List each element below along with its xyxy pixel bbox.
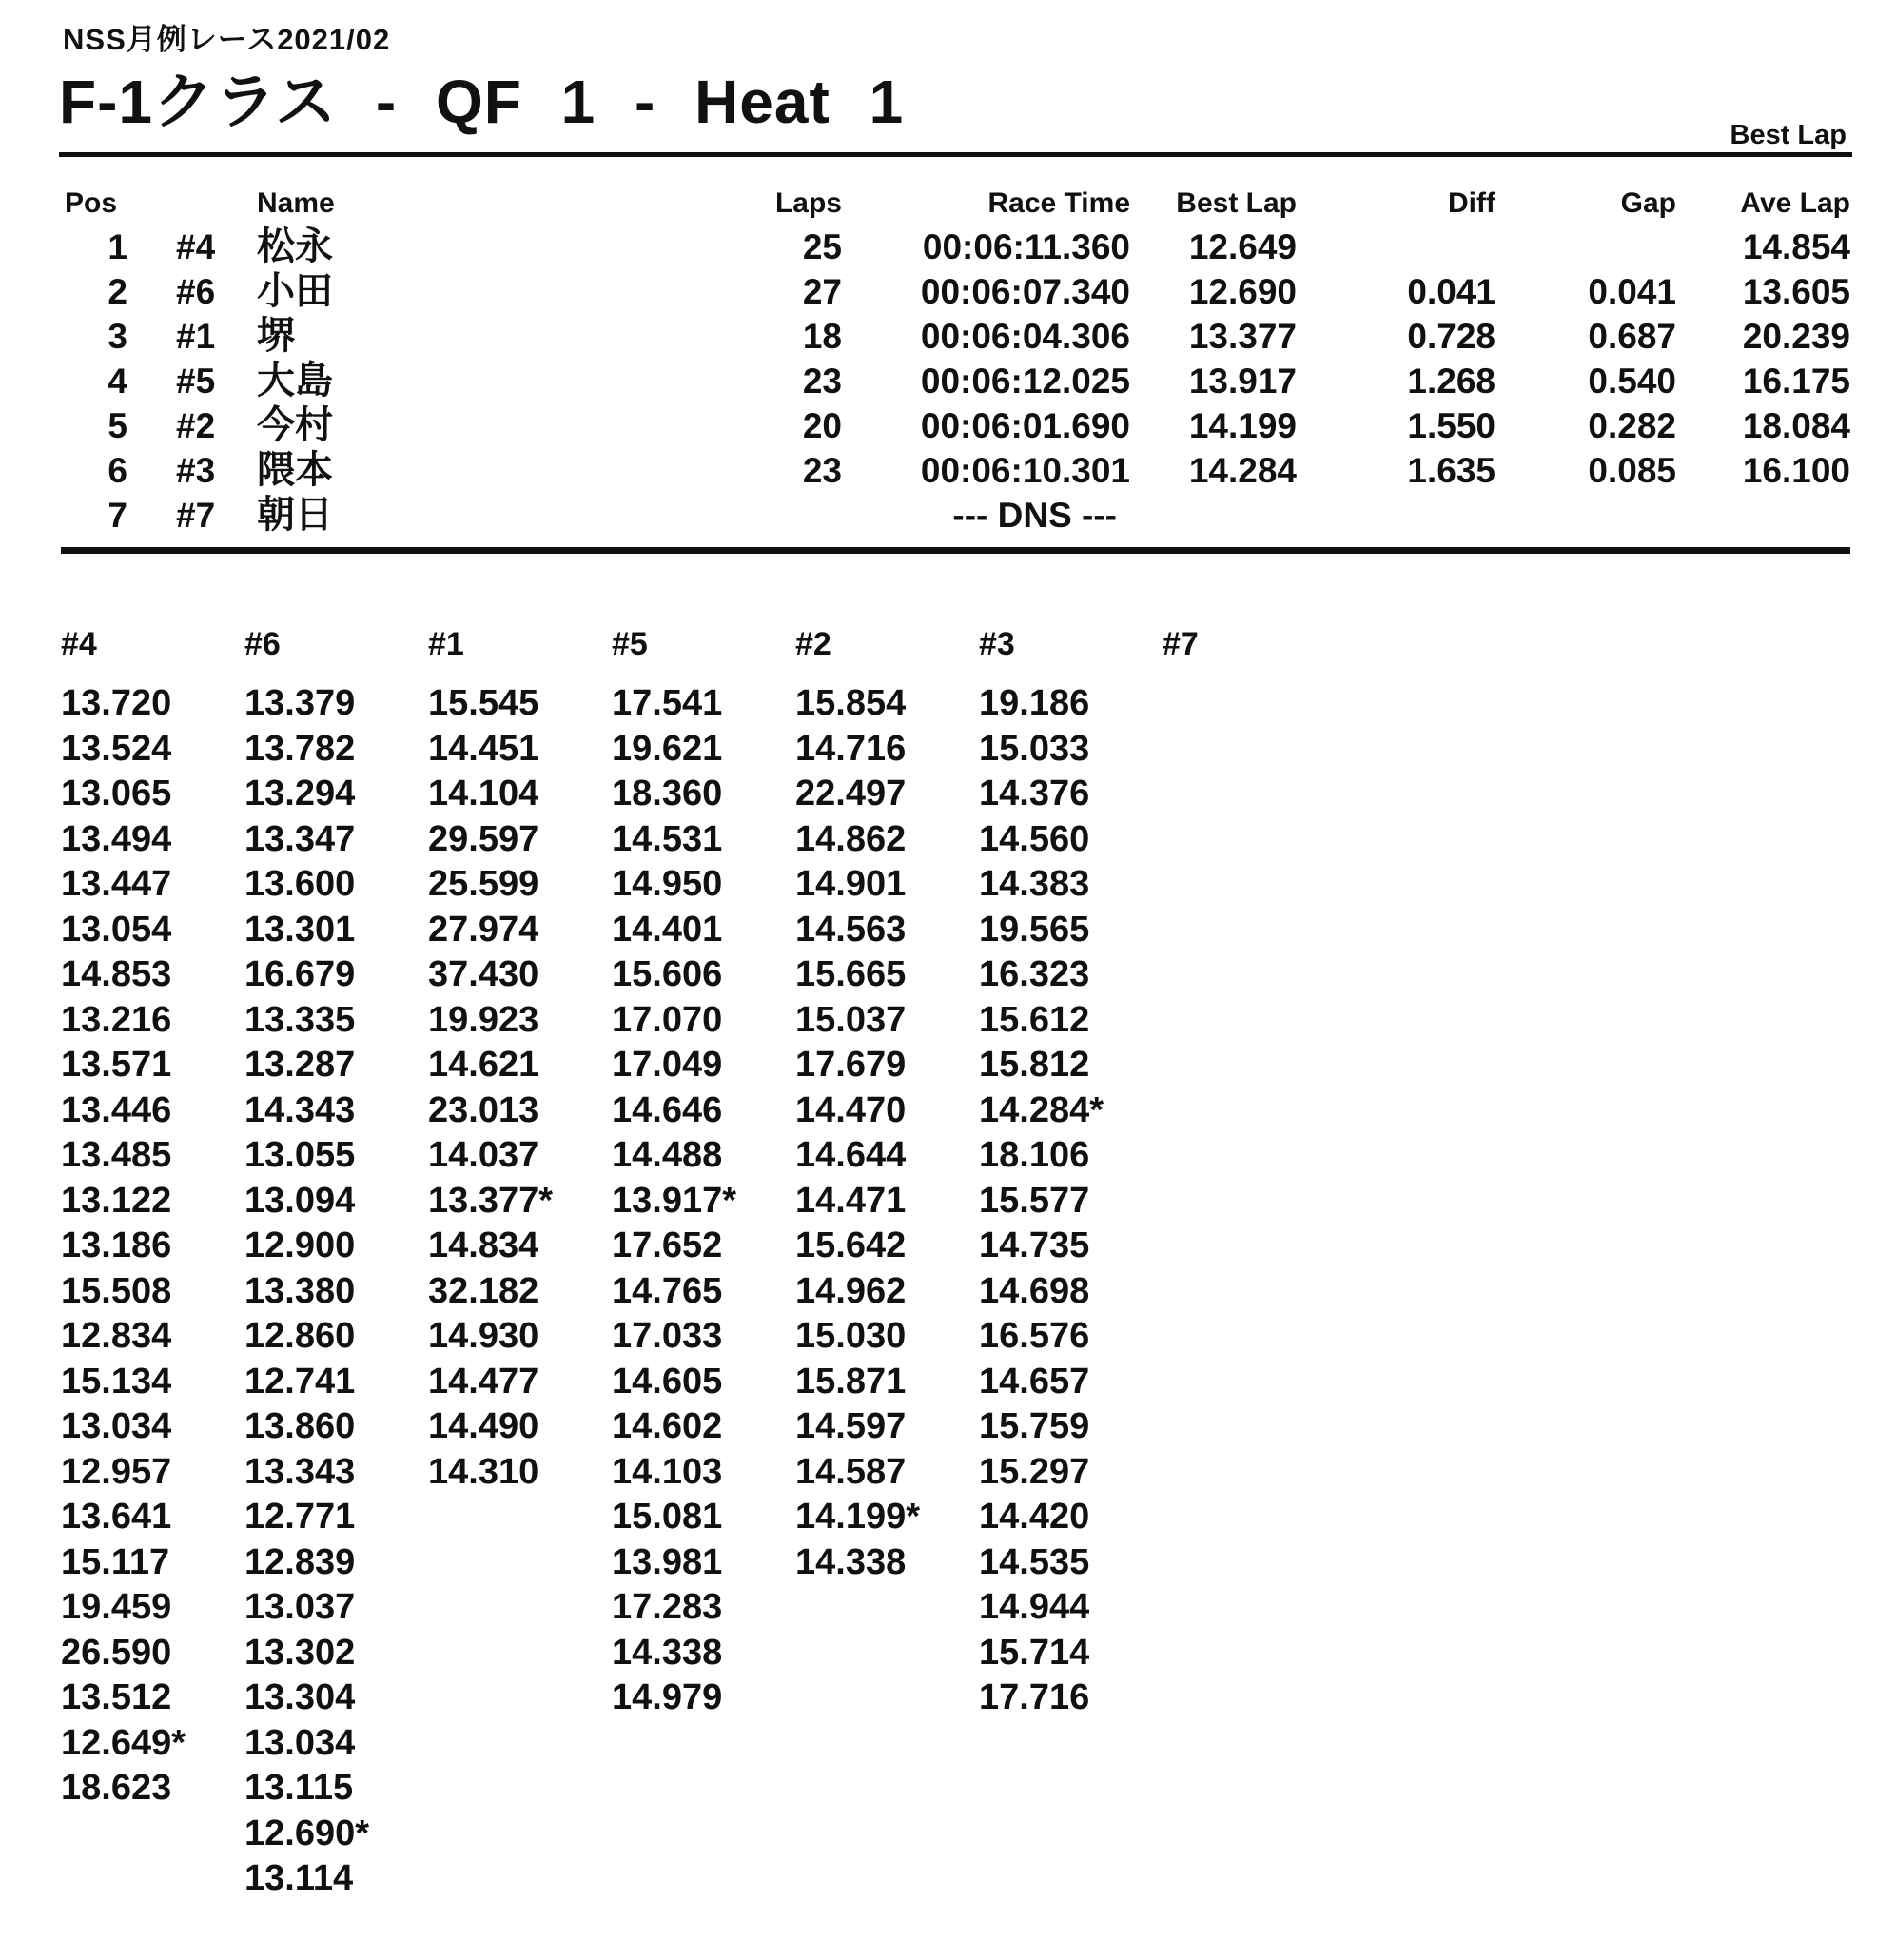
lap-time: 14.284* (979, 1089, 1104, 1130)
summary-cell-car: #6 (176, 272, 216, 311)
lap-time: 18.623 (61, 1768, 172, 1808)
lap-time: 13.446 (61, 1089, 172, 1130)
lap-time: 12.690* (244, 1813, 370, 1853)
lap-time: 15.117 (61, 1541, 170, 1582)
lap-column-header: #7 (1163, 626, 1199, 662)
lap-column-header: #1 (428, 626, 464, 662)
lap-time: 13.301 (244, 909, 356, 950)
lap-time: 12.771 (244, 1497, 356, 1537)
lap-time: 19.459 (61, 1587, 172, 1627)
summary-cell-race-time: 00:06:11.360 (922, 227, 1130, 266)
lap-time: 14.037 (428, 1135, 539, 1175)
lap-time: 14.950 (612, 864, 723, 904)
lap-time: 19.923 (428, 999, 539, 1040)
lap-time: 14.401 (612, 909, 723, 950)
lap-time: 12.649* (61, 1722, 186, 1763)
lap-time: 15.033 (979, 728, 1090, 769)
lap-time: 17.283 (612, 1587, 723, 1627)
summary-cell-gap (1495, 225, 1676, 269)
lap-time: 13.720 (61, 683, 172, 723)
summary-bottom-divider (61, 547, 1850, 554)
lap-time: 14.930 (428, 1316, 539, 1356)
lap-time: 22.497 (795, 774, 907, 813)
summary-cell-car: #4 (176, 227, 216, 266)
lap-time: 12.741 (244, 1361, 356, 1401)
lap-time: 14.477 (428, 1361, 539, 1401)
title-divider (59, 152, 1852, 157)
lap-time: 15.759 (979, 1406, 1090, 1446)
summary-cell-ave-lap: 20.239 (1742, 317, 1850, 356)
summary-cell-name: 堺 (257, 315, 295, 357)
lap-time: 14.338 (795, 1541, 907, 1582)
lap-time: 13.860 (244, 1406, 356, 1446)
lap-time: 13.054 (61, 909, 172, 950)
lap-time: 15.545 (428, 683, 539, 723)
summary-cell-laps: 27 (802, 272, 842, 311)
lap-time: 13.524 (61, 728, 172, 769)
summary-cell-ave-lap: 16.175 (1742, 362, 1850, 401)
lap-time: 14.103 (612, 1451, 723, 1492)
lap-time: 19.186 (979, 683, 1090, 723)
lap-time: 14.343 (244, 1089, 356, 1130)
summary-cell-diff: 0.041 (1407, 272, 1495, 311)
lap-time: 13.304 (244, 1677, 356, 1717)
lap-time: 18.106 (979, 1135, 1090, 1175)
lap-time: 14.698 (979, 1270, 1090, 1311)
lap-time: 13.287 (244, 1045, 356, 1085)
lap-time: 14.531 (612, 818, 723, 859)
lap-time: 18.360 (612, 774, 723, 813)
lap-time: 14.602 (612, 1406, 723, 1446)
summary-cell-best-lap: 12.649 (1188, 227, 1297, 266)
summary-header-row (61, 183, 1850, 225)
lap-time: 12.900 (244, 1225, 356, 1265)
lap-time: 29.597 (428, 818, 539, 859)
lap-time: 19.621 (612, 728, 723, 769)
lap-time: 14.901 (795, 864, 907, 904)
summary-cell-car: #7 (176, 496, 216, 535)
lap-time: 14.338 (612, 1632, 723, 1673)
summary-cell-pos: 6 (108, 451, 127, 490)
lap-time: 14.644 (795, 1135, 907, 1175)
page-title: F-1クラス - QF 1 - Heat 1 (59, 68, 905, 136)
lap-time: 13.380 (244, 1270, 356, 1311)
summary-cell-diff: 1.550 (1407, 406, 1495, 445)
lap-time: 15.577 (979, 1180, 1090, 1221)
lap-time: 13.447 (61, 864, 172, 904)
summary-cell-laps: 18 (802, 317, 842, 356)
lap-time: 13.114 (244, 1858, 354, 1898)
summary-row (61, 314, 1850, 359)
lap-time: 17.652 (612, 1225, 723, 1265)
best-lap-corner-label: Best Lap (1730, 120, 1847, 150)
summary-cell-pos: 3 (108, 317, 127, 356)
lap-time: 13.034 (244, 1722, 356, 1763)
lap-time: 14.470 (795, 1089, 907, 1130)
summary-cell-pos: 2 (108, 272, 127, 311)
summary-cell-race-time: 00:06:07.340 (920, 272, 1130, 311)
summary-cell-gap: 0.540 (1588, 362, 1676, 401)
lap-time: 14.420 (979, 1497, 1090, 1537)
header-diff: Diff (1448, 187, 1495, 219)
lap-time: 17.033 (612, 1316, 723, 1356)
lap-time: 15.812 (979, 1045, 1090, 1085)
summary-cell-name: 大島 (257, 360, 333, 402)
lap-time: 19.565 (979, 909, 1090, 950)
summary-row (61, 448, 1850, 493)
lap-time: 13.294 (244, 774, 356, 813)
lap-time: 13.335 (244, 999, 356, 1040)
lap-time: 13.034 (61, 1406, 172, 1446)
lap-time: 13.122 (61, 1180, 172, 1221)
lap-time: 15.606 (612, 954, 723, 994)
lap-time: 27.974 (428, 909, 539, 950)
summary-cell-diff: 1.268 (1407, 362, 1495, 401)
lap-times-table (61, 620, 1346, 1902)
summary-cell-car: #1 (176, 317, 216, 356)
header-race-time: Race Time (987, 187, 1130, 219)
lap-time: 13.186 (61, 1225, 172, 1265)
lap-time: 14.657 (979, 1361, 1090, 1401)
lap-time: 14.471 (795, 1180, 907, 1221)
lap-time: 15.030 (795, 1316, 907, 1356)
lap-time: 26.590 (61, 1632, 172, 1673)
summary-cell-race-time: --- DNS --- (952, 496, 1117, 535)
lap-time: 14.834 (428, 1225, 539, 1265)
lap-time: 13.115 (244, 1768, 354, 1808)
summary-cell-gap: 0.282 (1588, 406, 1676, 445)
lap-time: 14.310 (428, 1451, 539, 1492)
lap-time: 14.979 (612, 1677, 723, 1717)
lap-time: 15.665 (795, 954, 907, 994)
lap-time: 12.834 (61, 1316, 172, 1356)
summary-cell-ave-lap: 14.854 (1742, 227, 1850, 266)
lap-time: 14.563 (795, 909, 907, 950)
lap-time: 37.430 (428, 954, 539, 994)
summary-cell-race-time: 00:06:12.025 (920, 362, 1130, 401)
lap-time: 14.735 (979, 1225, 1090, 1265)
summary-cell-ave-lap: 13.605 (1742, 272, 1850, 311)
event-title: NSS月例レース2021/02 (63, 23, 391, 56)
lap-time: 15.612 (979, 999, 1090, 1040)
summary-cell-best-lap: 14.284 (1188, 451, 1297, 490)
lap-time: 14.535 (979, 1541, 1090, 1582)
lap-time: 32.182 (428, 1270, 539, 1311)
lap-time: 15.134 (61, 1361, 172, 1401)
lap-time: 13.917* (612, 1180, 737, 1221)
summary-cell-ave-lap: 18.084 (1742, 406, 1850, 445)
lap-time: 14.646 (612, 1089, 723, 1130)
summary-cell-diff (1297, 225, 1495, 269)
lap-time: 13.485 (61, 1135, 172, 1175)
header-gap: Gap (1620, 187, 1676, 219)
summary-cell-gap (1495, 493, 1676, 538)
lap-column-6 (244, 620, 428, 1902)
header-name: Name (257, 187, 335, 219)
lap-time: 15.642 (795, 1225, 907, 1265)
summary-cell-pos: 7 (108, 496, 127, 535)
lap-time: 15.037 (795, 999, 907, 1040)
summary-cell-best-lap: 14.199 (1188, 406, 1297, 445)
summary-row (61, 269, 1850, 314)
lap-time: 17.541 (612, 683, 723, 723)
lap-time: 15.871 (795, 1361, 907, 1401)
summary-cell-ave-lap (1676, 493, 1850, 538)
lap-time: 17.070 (612, 999, 723, 1040)
lap-time: 13.571 (61, 1045, 172, 1085)
lap-time: 15.081 (612, 1497, 723, 1537)
summary-row (61, 225, 1850, 269)
lap-time: 13.494 (61, 818, 172, 859)
lap-time: 13.065 (61, 774, 172, 813)
lap-time: 16.323 (979, 954, 1090, 994)
summary-cell-laps (761, 493, 842, 538)
lap-time: 12.957 (61, 1451, 172, 1492)
lap-time: 14.765 (612, 1270, 723, 1311)
summary-cell-race-time: 00:06:04.306 (920, 317, 1130, 356)
summary-cell-diff: 1.635 (1407, 451, 1495, 490)
summary-cell-race-time: 00:06:01.690 (920, 406, 1130, 445)
summary-cell-laps: 23 (802, 451, 842, 490)
lap-time: 13.302 (244, 1632, 356, 1673)
lap-time: 15.508 (61, 1270, 172, 1311)
header-ave-lap: Ave Lap (1740, 187, 1850, 219)
summary-cell-pos: 4 (108, 362, 127, 401)
lap-time: 15.714 (979, 1632, 1090, 1673)
lap-column-1 (428, 620, 612, 1902)
summary-cell-laps: 23 (802, 362, 842, 401)
lap-time: 13.512 (61, 1677, 172, 1717)
lap-time: 13.782 (244, 728, 356, 769)
summary-cell-car: #3 (176, 451, 216, 490)
summary-cell-diff (1297, 493, 1495, 538)
lap-time: 14.862 (795, 818, 907, 859)
header-laps: Laps (774, 187, 842, 219)
lap-column-3 (979, 620, 1163, 1902)
lap-time: 17.679 (795, 1045, 907, 1085)
lap-time: 16.679 (244, 954, 356, 994)
lap-time: 17.716 (979, 1677, 1090, 1717)
lap-time: 14.199* (795, 1497, 921, 1537)
header-car (133, 183, 238, 225)
lap-time: 23.013 (428, 1089, 539, 1130)
lap-time: 14.490 (428, 1406, 539, 1446)
summary-rows (61, 225, 1850, 538)
summary-cell-best-lap (1130, 493, 1297, 538)
lap-time: 13.379 (244, 683, 356, 723)
summary-cell-race-time: 00:06:10.301 (920, 451, 1130, 490)
lap-time: 14.104 (428, 774, 539, 813)
lap-time: 13.981 (612, 1541, 723, 1582)
lap-time: 14.853 (61, 954, 172, 994)
lap-column-2 (795, 620, 979, 1902)
summary-cell-pos: 5 (108, 406, 127, 445)
lap-time: 14.383 (979, 864, 1090, 904)
summary-cell-name: 松永 (257, 225, 333, 267)
lap-time: 14.587 (795, 1451, 907, 1492)
lap-time: 13.343 (244, 1451, 356, 1492)
lap-time: 13.347 (244, 818, 356, 859)
lap-time: 17.049 (612, 1045, 723, 1085)
summary-cell-gap: 0.085 (1588, 451, 1676, 490)
summary-cell-ave-lap: 16.100 (1742, 451, 1850, 490)
lap-time: 14.488 (612, 1135, 723, 1175)
lap-time: 14.376 (979, 774, 1090, 813)
lap-time: 14.944 (979, 1587, 1090, 1627)
lap-time: 13.037 (244, 1587, 356, 1627)
lap-time: 13.094 (244, 1180, 356, 1221)
results-summary-table (61, 183, 1850, 554)
summary-cell-best-lap: 13.917 (1188, 362, 1297, 401)
lap-time: 13.055 (244, 1135, 356, 1175)
summary-cell-name: 隈本 (257, 449, 333, 491)
lap-column-7 (1163, 620, 1346, 1902)
lap-time: 16.576 (979, 1316, 1090, 1356)
header-best-lap: Best Lap (1176, 187, 1297, 219)
summary-cell-name: 朝日 (257, 494, 333, 536)
lap-time: 15.297 (979, 1451, 1090, 1492)
lap-time: 14.597 (795, 1406, 907, 1446)
lap-time: 15.854 (795, 683, 907, 723)
header-pos: Pos (65, 187, 118, 219)
lap-time: 14.451 (428, 728, 539, 769)
summary-cell-laps: 20 (802, 406, 842, 445)
lap-column-5 (612, 620, 795, 1902)
summary-row (61, 493, 1850, 538)
summary-cell-name: 今村 (257, 404, 333, 446)
summary-cell-gap: 0.687 (1588, 317, 1676, 356)
lap-column-header: #4 (61, 626, 97, 662)
lap-time: 13.600 (244, 864, 356, 904)
summary-cell-laps: 25 (802, 227, 842, 266)
summary-cell-gap: 0.041 (1588, 272, 1676, 311)
lap-time: 13.216 (61, 999, 172, 1040)
lap-time: 14.560 (979, 818, 1090, 859)
summary-row (61, 403, 1850, 448)
summary-cell-best-lap: 13.377 (1188, 317, 1297, 356)
summary-row (61, 359, 1850, 403)
lap-time: 14.716 (795, 728, 907, 769)
lap-time: 13.377* (428, 1180, 554, 1221)
summary-cell-name: 小田 (257, 270, 333, 312)
lap-time: 14.605 (612, 1361, 723, 1401)
lap-time: 14.962 (795, 1270, 907, 1311)
lap-time: 14.621 (428, 1045, 539, 1085)
lap-time: 25.599 (428, 864, 539, 904)
summary-cell-car: #5 (176, 362, 216, 401)
summary-cell-diff: 0.728 (1407, 317, 1495, 356)
summary-cell-best-lap: 12.690 (1188, 272, 1297, 311)
lap-time: 13.641 (61, 1497, 172, 1537)
lap-column-header: #3 (979, 626, 1015, 662)
lap-column-header: #5 (612, 626, 648, 662)
lap-time: 12.860 (244, 1316, 356, 1356)
lap-time: 12.839 (244, 1541, 356, 1582)
summary-cell-car: #2 (176, 406, 216, 445)
lap-column-header: #6 (244, 626, 281, 662)
lap-column-4 (61, 620, 244, 1902)
summary-cell-pos: 1 (108, 227, 127, 266)
lap-column-header: #2 (795, 626, 831, 662)
